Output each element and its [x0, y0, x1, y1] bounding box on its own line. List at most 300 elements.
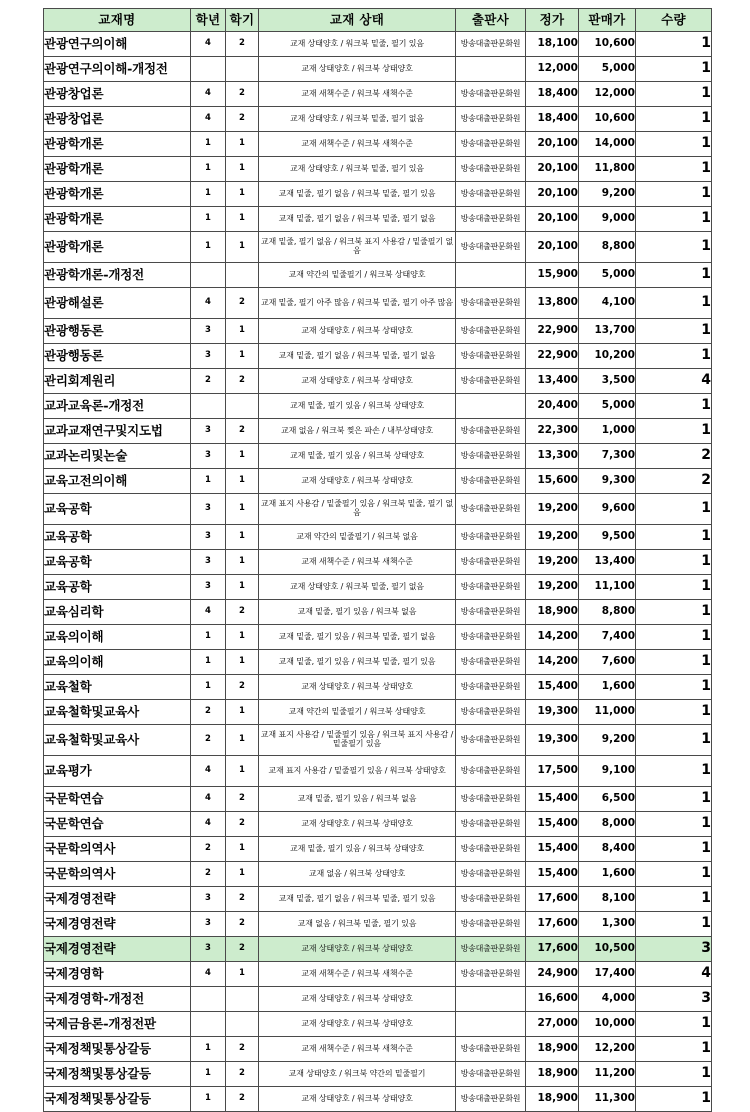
cell-publisher: 방송대출판문화원 — [456, 756, 526, 787]
cell-list-price: 27,000 — [526, 1012, 579, 1037]
cell-textbook-condition: 교재 상태양호 / 워크북 상태양호 — [259, 812, 456, 837]
cell-semester — [226, 987, 259, 1012]
cell-school-year: 1 — [191, 1037, 226, 1062]
cell-publisher: 방송대출판문화원 — [456, 444, 526, 469]
cell-semester: 1 — [226, 319, 259, 344]
cell-sale-price: 10,600 — [579, 107, 636, 132]
cell-quantity: 1 — [636, 394, 712, 419]
cell-school-year: 3 — [191, 575, 226, 600]
table-row[interactable] — [44, 494, 712, 525]
cell-textbook-name: 국제경영전략 — [44, 912, 191, 937]
cell-semester: 1 — [226, 444, 259, 469]
cell-publisher: 방송대출판문화원 — [456, 1037, 526, 1062]
cell-semester: 2 — [226, 288, 259, 319]
table-row[interactable] — [44, 444, 712, 469]
cell-list-price: 14,200 — [526, 650, 579, 675]
cell-quantity: 3 — [636, 987, 712, 1012]
cell-textbook-condition: 교재 새책수준 / 워크북 새책수준 — [259, 962, 456, 987]
cell-school-year: 3 — [191, 937, 226, 962]
cell-quantity: 1 — [636, 32, 712, 57]
cell-school-year: 1 — [191, 650, 226, 675]
cell-list-price: 18,100 — [526, 32, 579, 57]
cell-publisher: 방송대출판문화원 — [456, 232, 526, 263]
cell-quantity: 1 — [636, 288, 712, 319]
cell-quantity: 1 — [636, 82, 712, 107]
cell-sale-price: 13,700 — [579, 319, 636, 344]
table-row[interactable] — [44, 625, 712, 650]
table-row[interactable] — [44, 469, 712, 494]
cell-quantity: 1 — [636, 575, 712, 600]
cell-list-price: 17,600 — [526, 937, 579, 962]
cell-textbook-condition: 교재 밑줄, 필기 없음 / 워크북 표지 사용감 / 밑줄필기 없음 — [259, 232, 456, 263]
column-header-term[interactable]: 학기 — [226, 9, 259, 32]
cell-sale-price: 9,100 — [579, 756, 636, 787]
cell-publisher: 방송대출판문화원 — [456, 675, 526, 700]
cell-quantity: 1 — [636, 725, 712, 756]
cell-sale-price: 9,200 — [579, 725, 636, 756]
table-row[interactable] — [44, 962, 712, 987]
cell-list-price: 19,200 — [526, 494, 579, 525]
cell-textbook-name: 관광학개론 — [44, 182, 191, 207]
cell-school-year: 2 — [191, 369, 226, 394]
cell-quantity: 1 — [636, 756, 712, 787]
cell-textbook-condition: 교재 약간의 밑줄필기 / 워크북 상태양호 — [259, 263, 456, 288]
cell-semester: 1 — [226, 650, 259, 675]
cell-quantity: 1 — [636, 550, 712, 575]
table-row[interactable] — [44, 57, 712, 82]
cell-list-price: 19,200 — [526, 550, 579, 575]
cell-list-price: 19,200 — [526, 575, 579, 600]
cell-publisher — [456, 263, 526, 288]
cell-textbook-condition: 교재 상태양호 / 워크북 밑줄, 필기 있음 — [259, 157, 456, 182]
cell-semester: 2 — [226, 937, 259, 962]
cell-list-price: 13,300 — [526, 444, 579, 469]
table-row[interactable] — [44, 700, 712, 725]
column-header-sale-price[interactable]: 판매가 — [579, 9, 636, 32]
cell-textbook-condition: 교재 밑줄, 필기 있음 / 워크북 없음 — [259, 600, 456, 625]
table-header — [44, 9, 712, 32]
cell-semester — [226, 263, 259, 288]
cell-textbook-name: 국문학의역사 — [44, 837, 191, 862]
cell-quantity: 1 — [636, 787, 712, 812]
cell-list-price: 20,100 — [526, 207, 579, 232]
table-row[interactable] — [44, 288, 712, 319]
cell-quantity: 1 — [636, 1062, 712, 1087]
cell-publisher: 방송대출판문화원 — [456, 625, 526, 650]
cell-textbook-name: 교과논리및논술 — [44, 444, 191, 469]
cell-textbook-name: 교육철학 — [44, 675, 191, 700]
cell-textbook-name: 국제경영전략 — [44, 887, 191, 912]
cell-publisher: 방송대출판문화원 — [456, 887, 526, 912]
cell-textbook-name: 교육의이해 — [44, 650, 191, 675]
cell-semester — [226, 394, 259, 419]
cell-publisher: 방송대출판문화원 — [456, 157, 526, 182]
cell-school-year — [191, 394, 226, 419]
cell-list-price: 18,900 — [526, 1087, 579, 1112]
cell-publisher: 방송대출판문화원 — [456, 787, 526, 812]
cell-quantity: 4 — [636, 962, 712, 987]
cell-textbook-condition: 교재 밑줄, 필기 있음 / 워크북 상태양호 — [259, 837, 456, 862]
table-row[interactable] — [44, 369, 712, 394]
cell-sale-price: 11,800 — [579, 157, 636, 182]
cell-quantity: 2 — [636, 469, 712, 494]
cell-textbook-condition: 교재 없음 / 워크북 상태양호 — [259, 862, 456, 887]
cell-publisher: 방송대출판문화원 — [456, 107, 526, 132]
cell-textbook-condition: 교재 밑줄, 필기 없음 / 워크북 밑줄, 필기 없음 — [259, 207, 456, 232]
cell-semester: 1 — [226, 494, 259, 525]
cell-textbook-condition: 교재 약간의 밑줄필기 / 워크북 상태양호 — [259, 700, 456, 725]
cell-textbook-name: 교과교육론-개정전 — [44, 394, 191, 419]
cell-school-year: 4 — [191, 600, 226, 625]
cell-semester: 1 — [226, 525, 259, 550]
cell-school-year — [191, 1012, 226, 1037]
cell-textbook-name: 관광해설론 — [44, 288, 191, 319]
cell-publisher: 방송대출판문화원 — [456, 207, 526, 232]
cell-sale-price: 10,600 — [579, 32, 636, 57]
cell-list-price: 15,900 — [526, 263, 579, 288]
cell-semester: 2 — [226, 369, 259, 394]
table-row[interactable] — [44, 157, 712, 182]
cell-quantity: 1 — [636, 650, 712, 675]
cell-school-year: 1 — [191, 207, 226, 232]
cell-textbook-condition: 교재 새책수준 / 워크북 새책수준 — [259, 550, 456, 575]
table-row[interactable] — [44, 787, 712, 812]
table-row[interactable] — [44, 756, 712, 787]
cell-textbook-condition: 교재 밑줄, 필기 없음 / 워크북 밑줄, 필기 있음 — [259, 182, 456, 207]
cell-textbook-name: 교육철학및교육사 — [44, 725, 191, 756]
cell-textbook-condition: 교재 상태양호 / 워크북 상태양호 — [259, 57, 456, 82]
table-row[interactable] — [44, 887, 712, 912]
column-header-state[interactable]: 교재 상태 — [259, 9, 456, 32]
cell-list-price: 18,900 — [526, 1062, 579, 1087]
cell-school-year: 4 — [191, 756, 226, 787]
column-header-year[interactable]: 학년 — [191, 9, 226, 32]
cell-semester: 1 — [226, 469, 259, 494]
cell-school-year: 3 — [191, 444, 226, 469]
cell-sale-price: 6,500 — [579, 787, 636, 812]
table-row[interactable] — [44, 937, 712, 962]
cell-semester: 1 — [226, 962, 259, 987]
cell-textbook-name: 관리회계원리 — [44, 369, 191, 394]
cell-publisher: 방송대출판문화원 — [456, 344, 526, 369]
cell-textbook-condition: 교재 표지 사용감 / 밑줄필기 있음 / 워크북 표지 사용감 / 밑줄필기 있음 — [259, 725, 456, 756]
cell-textbook-condition: 교재 상태양호 / 워크북 상태양호 — [259, 369, 456, 394]
table-row[interactable] — [44, 132, 712, 157]
cell-sale-price: 11,300 — [579, 1087, 636, 1112]
cell-textbook-name: 국문학연습 — [44, 812, 191, 837]
table-row[interactable] — [44, 675, 712, 700]
cell-textbook-condition: 교재 상태양호 / 워크북 상태양호 — [259, 319, 456, 344]
cell-semester — [226, 57, 259, 82]
cell-list-price: 20,100 — [526, 232, 579, 263]
table-row[interactable] — [44, 232, 712, 263]
cell-textbook-name: 국제정책및통상갈등 — [44, 1037, 191, 1062]
cell-list-price: 15,400 — [526, 862, 579, 887]
cell-sale-price: 4,000 — [579, 987, 636, 1012]
cell-school-year: 1 — [191, 469, 226, 494]
cell-textbook-name: 관광학개론 — [44, 232, 191, 263]
table-row[interactable] — [44, 650, 712, 675]
cell-school-year: 2 — [191, 837, 226, 862]
cell-sale-price: 17,400 — [579, 962, 636, 987]
cell-school-year: 3 — [191, 344, 226, 369]
cell-textbook-name: 관광학개론-개정전 — [44, 263, 191, 288]
cell-sale-price: 11,200 — [579, 1062, 636, 1087]
cell-school-year: 1 — [191, 157, 226, 182]
cell-sale-price: 9,500 — [579, 525, 636, 550]
cell-school-year: 4 — [191, 962, 226, 987]
cell-quantity: 1 — [636, 1037, 712, 1062]
cell-textbook-name: 교육공학 — [44, 525, 191, 550]
cell-sale-price: 9,600 — [579, 494, 636, 525]
table-row[interactable] — [44, 319, 712, 344]
table-row[interactable] — [44, 419, 712, 444]
cell-publisher: 방송대출판문화원 — [456, 812, 526, 837]
cell-list-price: 13,800 — [526, 288, 579, 319]
cell-semester: 1 — [226, 862, 259, 887]
table-row[interactable] — [44, 32, 712, 57]
cell-school-year: 4 — [191, 82, 226, 107]
table-row[interactable] — [44, 525, 712, 550]
cell-list-price: 15,600 — [526, 469, 579, 494]
cell-list-price: 20,100 — [526, 157, 579, 182]
cell-school-year: 1 — [191, 625, 226, 650]
cell-list-price: 17,500 — [526, 756, 579, 787]
table-row[interactable] — [44, 1012, 712, 1037]
cell-textbook-name: 관광창업론 — [44, 107, 191, 132]
cell-textbook-name: 관광창업론 — [44, 82, 191, 107]
cell-list-price: 19,300 — [526, 700, 579, 725]
cell-textbook-condition: 교재 새책수준 / 워크북 새책수준 — [259, 82, 456, 107]
cell-publisher: 방송대출판문화원 — [456, 650, 526, 675]
cell-list-price: 15,400 — [526, 787, 579, 812]
cell-semester: 1 — [226, 157, 259, 182]
cell-textbook-condition: 교재 상태양호 / 워크북 상태양호 — [259, 987, 456, 1012]
cell-sale-price: 12,000 — [579, 82, 636, 107]
cell-publisher: 방송대출판문화원 — [456, 862, 526, 887]
cell-list-price: 14,200 — [526, 625, 579, 650]
cell-textbook-condition: 교재 밑줄, 필기 있음 / 워크북 밑줄, 필기 없음 — [259, 625, 456, 650]
cell-semester: 2 — [226, 1037, 259, 1062]
cell-textbook-name: 국제경영학 — [44, 962, 191, 987]
cell-sale-price: 7,300 — [579, 444, 636, 469]
cell-textbook-name: 교육공학 — [44, 575, 191, 600]
cell-list-price: 17,600 — [526, 912, 579, 937]
column-header-list-price[interactable]: 정가 — [526, 9, 579, 32]
cell-quantity: 1 — [636, 419, 712, 444]
cell-list-price: 19,300 — [526, 725, 579, 756]
cell-semester: 1 — [226, 700, 259, 725]
cell-semester: 1 — [226, 575, 259, 600]
cell-publisher: 방송대출판문화원 — [456, 419, 526, 444]
cell-sale-price: 8,800 — [579, 600, 636, 625]
cell-sale-price: 7,400 — [579, 625, 636, 650]
cell-textbook-condition: 교재 밑줄, 필기 있음 / 워크북 상태양호 — [259, 394, 456, 419]
cell-textbook-condition: 교재 상태양호 / 워크북 상태양호 — [259, 1087, 456, 1112]
cell-textbook-condition: 교재 상태양호 / 워크북 밑줄, 필기 있음 — [259, 32, 456, 57]
cell-list-price: 22,300 — [526, 419, 579, 444]
cell-textbook-condition: 교재 약간의 밑줄필기 / 워크북 없음 — [259, 525, 456, 550]
cell-quantity: 1 — [636, 319, 712, 344]
table-row[interactable] — [44, 725, 712, 756]
cell-quantity: 1 — [636, 600, 712, 625]
cell-sale-price: 1,600 — [579, 675, 636, 700]
column-header-publisher[interactable]: 출판사 — [456, 9, 526, 32]
cell-sale-price: 5,000 — [579, 263, 636, 288]
cell-publisher: 방송대출판문화원 — [456, 132, 526, 157]
cell-textbook-name: 국제금융론-개정전판 — [44, 1012, 191, 1037]
cell-sale-price: 4,100 — [579, 288, 636, 319]
cell-list-price: 12,000 — [526, 57, 579, 82]
cell-school-year: 3 — [191, 319, 226, 344]
cell-textbook-condition: 교재 표지 사용감 / 밑줄필기 있음 / 워크북 밑줄, 필기 없음 — [259, 494, 456, 525]
cell-semester: 1 — [226, 132, 259, 157]
cell-semester: 1 — [226, 232, 259, 263]
cell-quantity: 1 — [636, 812, 712, 837]
cell-sale-price: 10,500 — [579, 937, 636, 962]
cell-list-price: 13,400 — [526, 369, 579, 394]
cell-textbook-name: 교육공학 — [44, 550, 191, 575]
cell-semester: 2 — [226, 32, 259, 57]
table-row[interactable] — [44, 550, 712, 575]
cell-semester: 2 — [226, 675, 259, 700]
cell-quantity: 1 — [636, 700, 712, 725]
cell-list-price: 24,900 — [526, 962, 579, 987]
cell-publisher: 방송대출판문화원 — [456, 182, 526, 207]
cell-list-price: 16,600 — [526, 987, 579, 1012]
cell-publisher: 방송대출판문화원 — [456, 1062, 526, 1087]
cell-sale-price: 11,100 — [579, 575, 636, 600]
cell-publisher: 방송대출판문화원 — [456, 837, 526, 862]
cell-list-price: 18,900 — [526, 1037, 579, 1062]
cell-quantity: 3 — [636, 937, 712, 962]
cell-school-year: 2 — [191, 700, 226, 725]
table-row[interactable] — [44, 812, 712, 837]
cell-quantity: 1 — [636, 182, 712, 207]
cell-school-year: 2 — [191, 862, 226, 887]
cell-list-price: 17,600 — [526, 887, 579, 912]
table-row[interactable] — [44, 182, 712, 207]
table-row[interactable] — [44, 344, 712, 369]
cell-textbook-name: 국제정책및통상갈등 — [44, 1087, 191, 1112]
cell-textbook-name: 관광학개론 — [44, 132, 191, 157]
cell-quantity: 1 — [636, 263, 712, 288]
cell-quantity: 1 — [636, 1087, 712, 1112]
table-row[interactable] — [44, 600, 712, 625]
cell-semester: 1 — [226, 550, 259, 575]
column-header-title[interactable]: 교재명 — [44, 9, 191, 32]
cell-sale-price: 8,100 — [579, 887, 636, 912]
cell-sale-price: 7,600 — [579, 650, 636, 675]
cell-school-year: 1 — [191, 1087, 226, 1112]
cell-school-year: 4 — [191, 812, 226, 837]
cell-sale-price: 5,000 — [579, 394, 636, 419]
cell-semester: 2 — [226, 82, 259, 107]
cell-quantity: 1 — [636, 132, 712, 157]
cell-textbook-condition: 교재 밑줄, 필기 없음 / 워크북 밑줄, 필기 없음 — [259, 344, 456, 369]
table-row[interactable] — [44, 263, 712, 288]
cell-school-year: 1 — [191, 1062, 226, 1087]
header-row — [44, 9, 712, 32]
cell-textbook-name: 국제경영학-개정전 — [44, 987, 191, 1012]
table-row[interactable] — [44, 107, 712, 132]
cell-school-year: 4 — [191, 32, 226, 57]
column-header-quantity[interactable]: 수량 — [636, 9, 712, 32]
table-row[interactable] — [44, 912, 712, 937]
cell-publisher — [456, 1012, 526, 1037]
cell-list-price: 22,900 — [526, 344, 579, 369]
cell-sale-price: 10,200 — [579, 344, 636, 369]
table-row[interactable] — [44, 394, 712, 419]
cell-quantity: 1 — [636, 232, 712, 263]
cell-textbook-condition: 교재 밑줄, 필기 있음 / 워크북 없음 — [259, 787, 456, 812]
textbook-inventory-sheet — [43, 8, 711, 1112]
cell-quantity: 1 — [636, 344, 712, 369]
cell-quantity: 1 — [636, 1012, 712, 1037]
cell-textbook-condition: 교재 새책수준 / 워크북 새책수준 — [259, 132, 456, 157]
cell-sale-price: 1,600 — [579, 862, 636, 887]
cell-semester: 2 — [226, 912, 259, 937]
cell-publisher — [456, 57, 526, 82]
cell-publisher: 방송대출판문화원 — [456, 469, 526, 494]
cell-textbook-name: 관광연구의이해 — [44, 32, 191, 57]
table-row[interactable] — [44, 82, 712, 107]
table-row[interactable] — [44, 207, 712, 232]
cell-list-price: 15,400 — [526, 675, 579, 700]
cell-textbook-condition: 교재 표지 사용감 / 밑줄필기 있음 / 워크북 상태양호 — [259, 756, 456, 787]
cell-list-price: 19,200 — [526, 525, 579, 550]
cell-list-price: 20,100 — [526, 132, 579, 157]
cell-textbook-name: 교육공학 — [44, 494, 191, 525]
table-row[interactable] — [44, 987, 712, 1012]
cell-sale-price: 14,000 — [579, 132, 636, 157]
textbook-inventory-table — [43, 8, 712, 1112]
cell-list-price: 18,400 — [526, 82, 579, 107]
cell-textbook-condition: 교재 상태양호 / 워크북 상태양호 — [259, 937, 456, 962]
cell-school-year: 4 — [191, 787, 226, 812]
cell-semester: 1 — [226, 182, 259, 207]
table-row[interactable] — [44, 1037, 712, 1062]
cell-publisher: 방송대출판문화원 — [456, 550, 526, 575]
cell-publisher: 방송대출판문화원 — [456, 962, 526, 987]
cell-textbook-condition: 교재 상태양호 / 워크북 밑줄, 필기 없음 — [259, 575, 456, 600]
cell-textbook-condition: 교재 없음 / 워크북 찢은 파손 / 내부상태양호 — [259, 419, 456, 444]
cell-semester — [226, 1012, 259, 1037]
cell-publisher: 방송대출판문화원 — [456, 575, 526, 600]
table-row[interactable] — [44, 1087, 712, 1112]
cell-textbook-name: 교과교재연구및지도법 — [44, 419, 191, 444]
cell-list-price: 18,900 — [526, 600, 579, 625]
table-row[interactable] — [44, 837, 712, 862]
cell-semester: 2 — [226, 887, 259, 912]
cell-publisher: 방송대출판문화원 — [456, 369, 526, 394]
cell-school-year — [191, 263, 226, 288]
cell-publisher: 방송대출판문화원 — [456, 1087, 526, 1112]
cell-publisher: 방송대출판문화원 — [456, 288, 526, 319]
cell-quantity: 1 — [636, 57, 712, 82]
cell-textbook-name: 관광행동론 — [44, 344, 191, 369]
table-row[interactable] — [44, 862, 712, 887]
table-row[interactable] — [44, 1062, 712, 1087]
cell-school-year: 4 — [191, 107, 226, 132]
cell-textbook-name: 관광행동론 — [44, 319, 191, 344]
cell-list-price: 22,900 — [526, 319, 579, 344]
cell-quantity: 1 — [636, 862, 712, 887]
cell-textbook-name: 국제경영전략 — [44, 937, 191, 962]
cell-quantity: 1 — [636, 207, 712, 232]
table-row[interactable] — [44, 575, 712, 600]
cell-school-year: 3 — [191, 887, 226, 912]
